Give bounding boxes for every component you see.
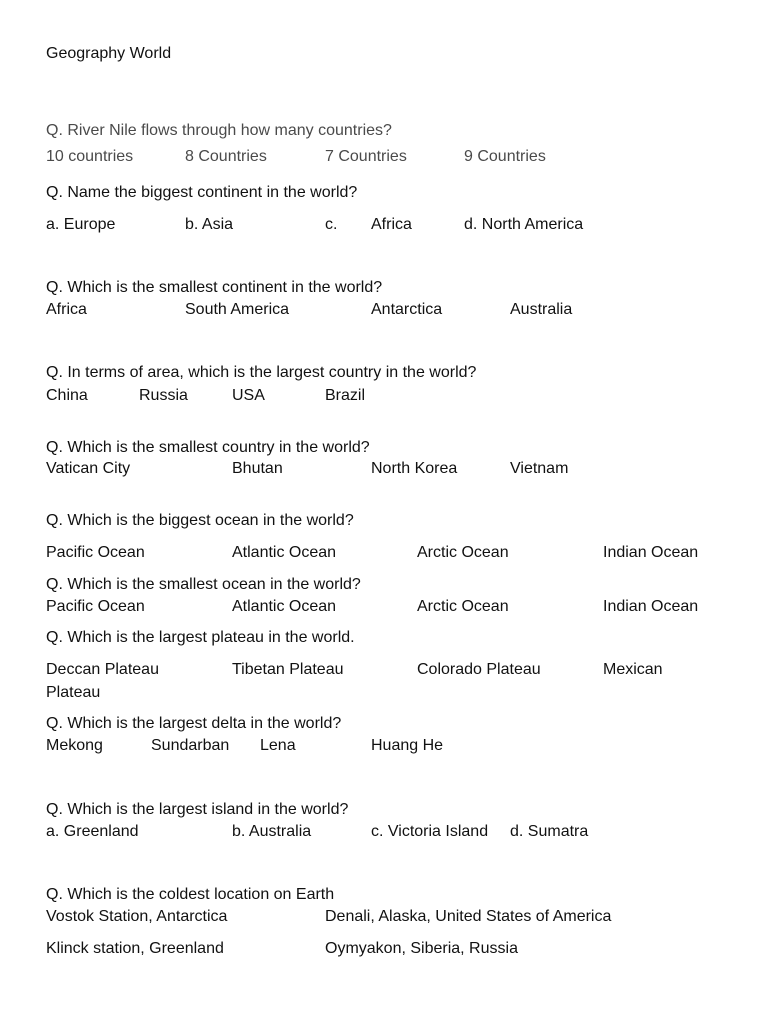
- option: 10 countries: [46, 148, 134, 165]
- question-5: Q. Which is the smallest country in the world?: [46, 439, 370, 456]
- option: USA: [232, 387, 265, 404]
- option: Mexican: [603, 661, 663, 678]
- option: Mekong: [46, 737, 103, 754]
- option: South America: [185, 301, 290, 318]
- option: Arctic Ocean: [417, 544, 509, 561]
- option: Tibetan Plateau: [232, 661, 344, 678]
- question-3: Q. Which is the smallest continent in the world?: [46, 279, 383, 296]
- option: 8 Countries: [185, 148, 267, 165]
- option: c. Victoria Island: [371, 823, 489, 840]
- option: a. Greenland: [46, 823, 139, 840]
- option: a. Europe: [46, 216, 116, 233]
- question-10: Q. Which is the largest island in the world?: [46, 801, 349, 818]
- question-11: Q. Which is the coldest location on Earth: [46, 886, 335, 903]
- option: Klinck station, Greenland: [46, 940, 224, 957]
- option: b. Australia: [232, 823, 312, 840]
- option: Australia: [510, 301, 573, 318]
- option: Indian Ocean: [603, 544, 699, 561]
- question-4: Q. In terms of area, which is the largest country in the world?: [46, 364, 477, 381]
- option: 9 Countries: [464, 148, 546, 165]
- document-title: Geography World: [46, 45, 172, 62]
- option: Brazil: [325, 387, 366, 404]
- option: d. Sumatra: [510, 823, 589, 840]
- option: c.: [325, 216, 338, 233]
- option: Africa: [371, 216, 412, 233]
- question-9: Q. Which is the largest delta in the world?: [46, 715, 342, 732]
- option: Deccan Plateau: [46, 661, 159, 678]
- option: North Korea: [371, 460, 458, 477]
- option: Atlantic Ocean: [232, 544, 337, 561]
- option: Pacific Ocean: [46, 544, 145, 561]
- question-7: Q. Which is the smallest ocean in the world?: [46, 576, 361, 593]
- option: Denali, Alaska, United States of America: [325, 908, 612, 925]
- option: b. Asia: [185, 216, 234, 233]
- option: Plateau: [46, 684, 101, 701]
- option: Huang He: [371, 737, 444, 754]
- option: d. North America: [464, 216, 584, 233]
- option: 7 Countries: [325, 148, 407, 165]
- option: Vatican City: [46, 460, 131, 477]
- question-8: Q. Which is the largest plateau in the world.: [46, 629, 355, 646]
- option: Oymyakon, Siberia, Russia: [325, 940, 518, 957]
- option: Vietnam: [510, 460, 569, 477]
- option: China: [46, 387, 88, 404]
- option: Arctic Ocean: [417, 598, 509, 615]
- question-2: Q. Name the biggest continent in the world?: [46, 184, 358, 201]
- option: Bhutan: [232, 460, 283, 477]
- question-1: Q. River Nile flows through how many countries?: [46, 122, 392, 139]
- option: Colorado Plateau: [417, 661, 541, 678]
- option: Sundarban: [151, 737, 230, 754]
- option: Vostok Station, Antarctica: [46, 908, 228, 925]
- option: Russia: [139, 387, 188, 404]
- option: Antarctica: [371, 301, 443, 318]
- option: Pacific Ocean: [46, 598, 145, 615]
- option: Atlantic Ocean: [232, 598, 337, 615]
- question-6: Q. Which is the biggest ocean in the world?: [46, 512, 354, 529]
- option: Indian Ocean: [603, 598, 699, 615]
- option: Lena: [260, 737, 296, 754]
- option: Africa: [46, 301, 87, 318]
